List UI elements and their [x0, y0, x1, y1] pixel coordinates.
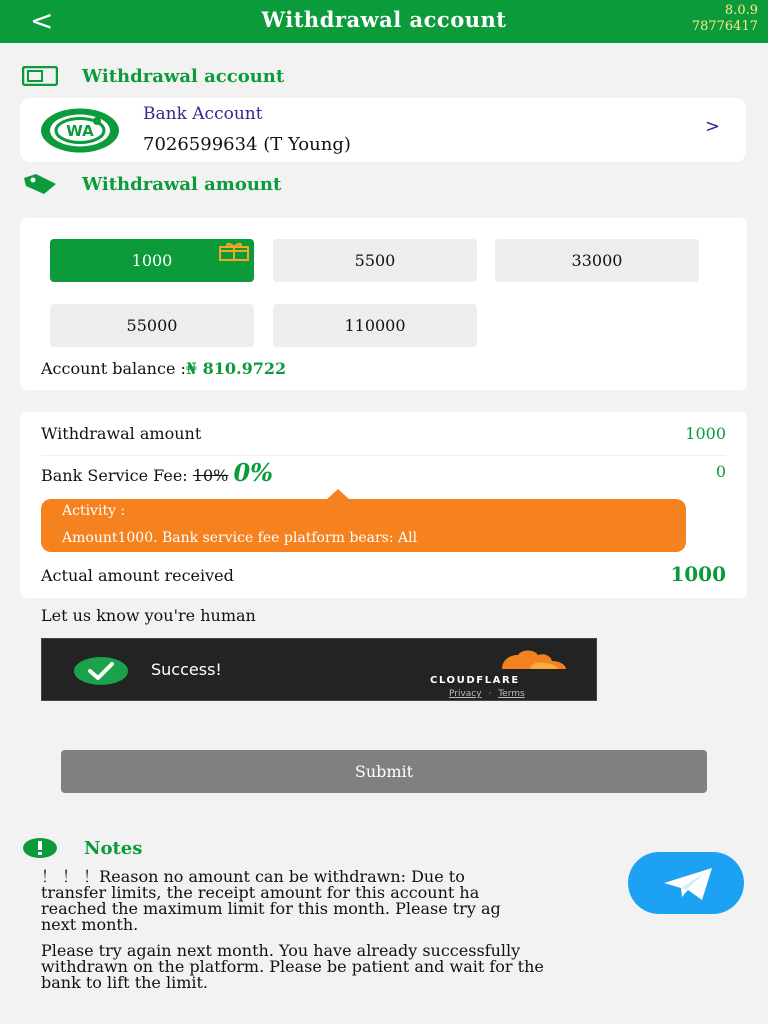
withdrawal-details-card	[20, 412, 747, 598]
notes-line: bank to lift the limit.	[41, 973, 209, 992]
notes-line: ！ ！ ！Reason no amount can be withdrawn: Due to	[41, 867, 465, 886]
account-balance	[41, 359, 286, 378]
amount-option-55000[interactable]	[50, 304, 254, 347]
service-fee-row	[41, 458, 273, 487]
activity-popup	[41, 499, 686, 552]
amount-option-label: 55000	[126, 316, 178, 335]
activity-text: Amount1000. Bank service fee platform bears: All	[62, 530, 418, 546]
activity-title: Activity :	[62, 503, 126, 519]
withdrawal-amount-value: 1000	[685, 424, 726, 443]
privacy-link[interactable]: Privacy	[449, 689, 482, 699]
version-info	[692, 3, 758, 35]
account-section-header	[22, 64, 284, 88]
divider	[41, 455, 726, 456]
notes-line: reached the maximum limit for this month. Please try ag	[41, 899, 501, 918]
chevron-right-icon[interactable]: >	[704, 116, 720, 137]
account-section-title: Withdrawal account	[82, 65, 285, 87]
amount-option-label: 110000	[344, 316, 406, 335]
amount-section-header	[22, 172, 281, 196]
actual-amount-value: 1000	[670, 562, 726, 586]
captcha-prompt: Let us know you're human	[41, 606, 256, 625]
exclamation-icon	[22, 837, 58, 859]
link-separator: ·	[488, 689, 492, 699]
captcha-status: Success!	[151, 660, 222, 679]
notes-line: transfer limits, the receipt amount for this account ha	[41, 883, 480, 902]
cloudflare-links	[449, 689, 525, 699]
amount-option-label: 33000	[571, 251, 623, 270]
telegram-icon	[628, 852, 744, 914]
page-title: Withdrawal account	[261, 7, 507, 32]
amount-option-1000[interactable]	[50, 239, 254, 282]
notes-line: next month.	[41, 915, 139, 934]
amount-option-label: 5500	[354, 251, 396, 270]
actual-amount-label: Actual amount received	[41, 566, 234, 585]
bank-label: Bank Account	[143, 104, 263, 124]
build-number: 78776417	[691, 19, 758, 34]
cloudflare-branding	[430, 649, 570, 699]
notes-line: Please try again next month. You have already successfully	[41, 941, 521, 960]
bank-logo-icon	[40, 108, 120, 153]
telegram-button[interactable]	[628, 852, 744, 914]
submit-button[interactable]: Submit	[61, 750, 707, 793]
amount-option-33000[interactable]	[495, 239, 699, 282]
notes-line: withdrawn on the platform. Please be patient and wait for the	[41, 957, 544, 976]
version-number: 8.0.9	[724, 3, 758, 18]
bank-logo-text: WA	[66, 122, 94, 140]
amount-section-title: Withdrawal amount	[82, 173, 282, 195]
balance-value: ₦ 810.9722	[185, 359, 287, 378]
service-fee-label: Bank Service Fee:	[41, 466, 188, 485]
captcha-widget[interactable]	[41, 638, 597, 701]
amount-option-label: 1000	[131, 251, 173, 270]
amount-option-110000[interactable]	[273, 304, 477, 347]
tag-icon	[22, 172, 58, 196]
check-circle-icon	[73, 656, 129, 686]
notes-header	[22, 836, 142, 860]
back-button[interactable]: <	[30, 4, 54, 37]
amount-card	[20, 218, 747, 390]
bank-account-number: 7026599634 (T Young)	[143, 134, 351, 155]
terms-link[interactable]: Terms	[498, 689, 525, 699]
balance-label: Account balance :	[41, 359, 186, 378]
service-fee-old: 10%	[192, 466, 229, 485]
gift-icon	[218, 241, 250, 261]
bank-account-card[interactable]	[20, 98, 746, 162]
notes-paragraph-2	[41, 943, 731, 991]
withdrawal-amount-label: Withdrawal amount	[41, 424, 202, 443]
cloudflare-wordmark: CLOUDFLARE	[430, 675, 520, 686]
service-fee-new: 0%	[233, 458, 273, 487]
top-bar	[0, 0, 768, 43]
cloudflare-cloud-icon	[430, 649, 570, 671]
notes-title: Notes	[84, 837, 143, 859]
wallet-icon	[22, 66, 58, 86]
service-fee-value: 0	[715, 462, 726, 481]
amount-option-5500[interactable]	[273, 239, 477, 282]
